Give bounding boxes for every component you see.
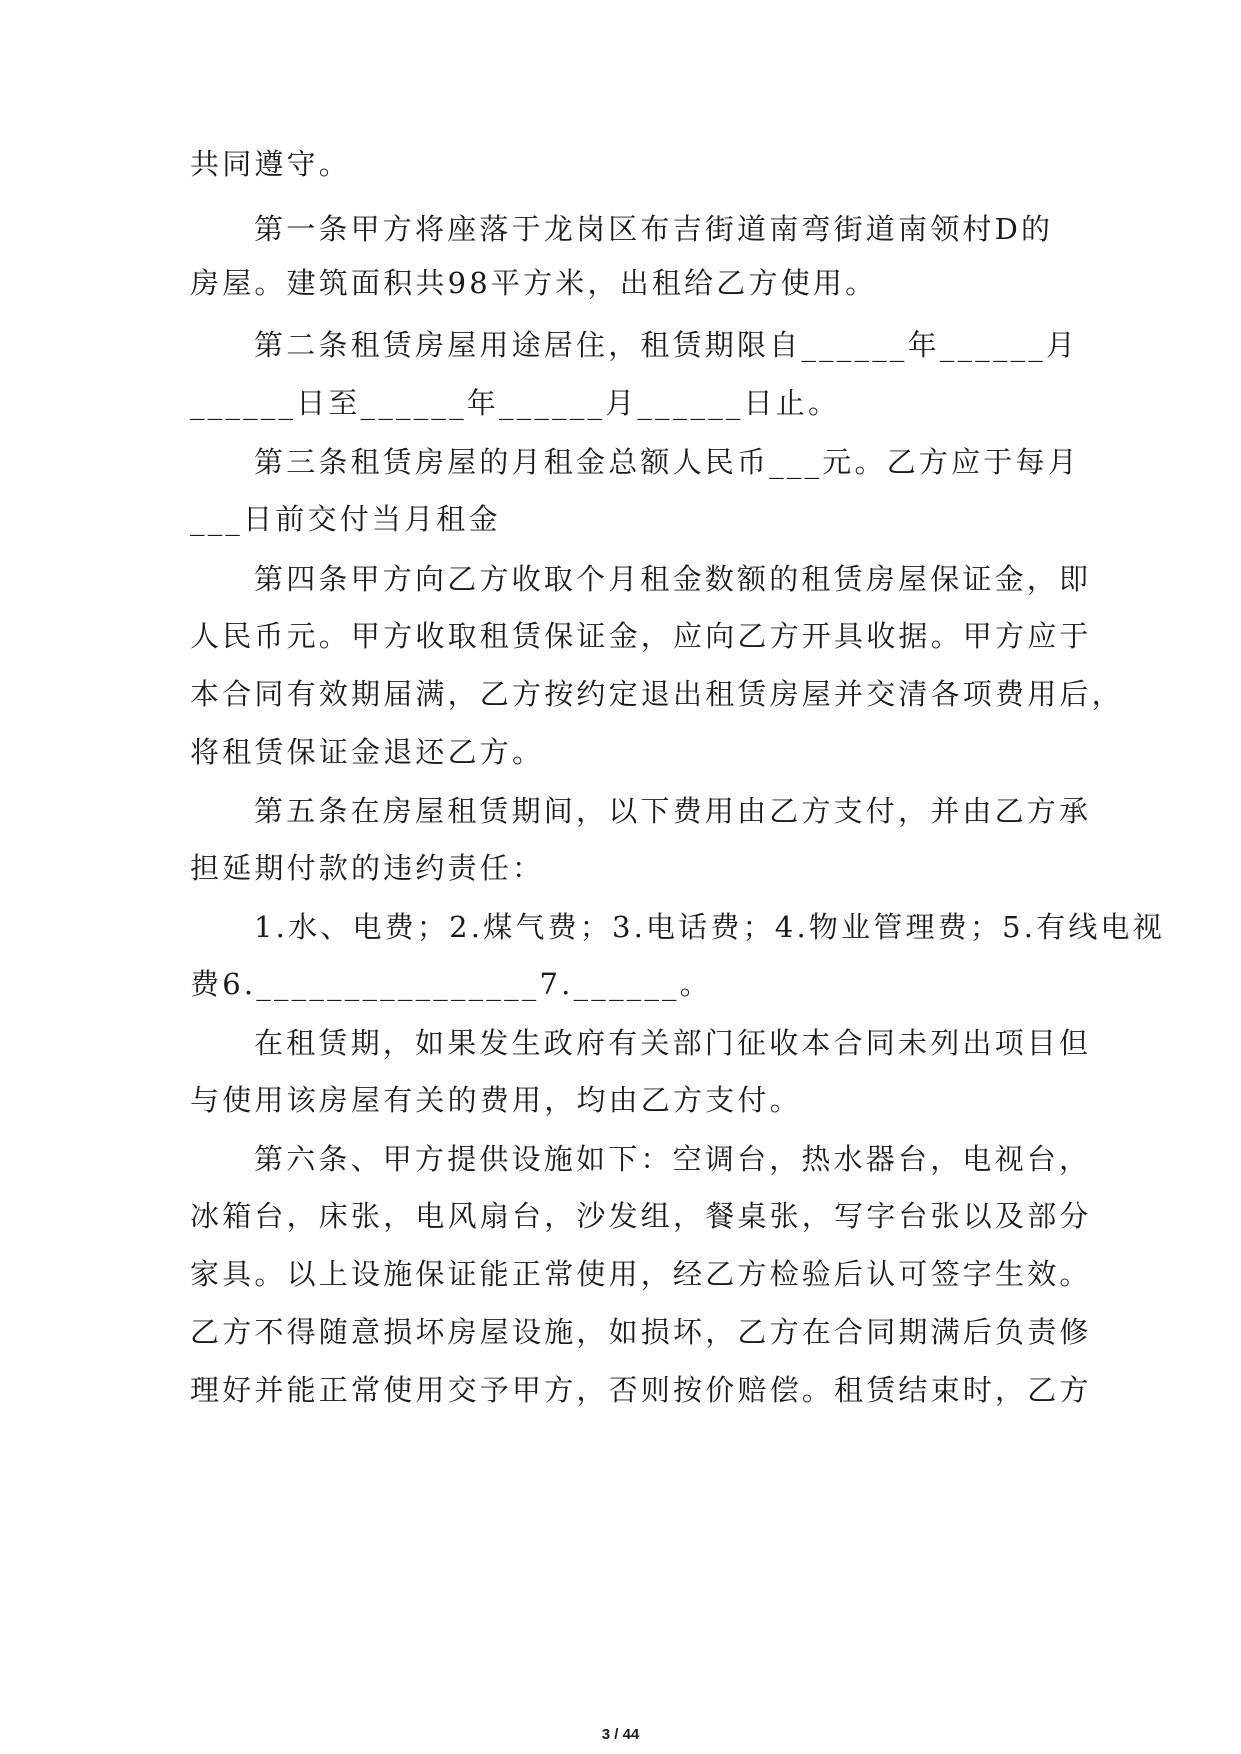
clause-6-line: 第六条、甲方提供设施如下：空调台，热水器台，电视台， <box>254 1142 1092 1176</box>
text-line: 将租赁保证金退还乙方。 <box>190 735 545 769</box>
clause-5-line: 第五条在房屋租赁期间，以下费用由乙方支付，并由乙方承 <box>254 794 1092 828</box>
text-line: 费6.________________7.______。 <box>190 967 712 1001</box>
text-line: ______日至______年______月______日止。 <box>190 386 841 420</box>
clause-1-line: 第一条甲方将座落于龙岗区布吉街道南弯街道南领村D的 <box>254 212 1054 246</box>
paragraph-line: 在租赁期，如果发生政府有关部门征收本合同未列出项目但 <box>254 1026 1092 1060</box>
text-line: 共同遵守。 <box>190 147 352 181</box>
fee-list-line: 1.水、电费；2.煤气费；3.电话费；4.物业管理费；5.有线电视 <box>254 910 1165 944</box>
text-line: 与使用该房屋有关的费用，均由乙方支付。 <box>190 1083 802 1117</box>
clause-3-line: 第三条租赁房屋的月租金总额人民币___元。乙方应于每月 <box>254 445 1080 479</box>
text-line: 乙方不得随意损坏房屋设施，如损坏，乙方在合同期满后负责修 <box>190 1315 1092 1349</box>
text-line: 家具。以上设施保证能正常使用，经乙方检验后认可签字生效。 <box>190 1257 1092 1291</box>
text-line: 理好并能正常使用交予甲方，否则按价赔偿。租赁结束时，乙方 <box>190 1373 1092 1407</box>
text-line: 人民币元。甲方收取租赁保证金，应向乙方开具收据。甲方应于 <box>190 619 1092 653</box>
text-line: 担延期付款的违约责任： <box>190 851 545 885</box>
text-line: 本合同有效期届满，乙方按约定退出租赁房屋并交清各项费用后， <box>190 677 1124 711</box>
text-line: 冰箱台，床张，电风扇台，沙发组，餐桌张，写字台张以及部分 <box>190 1199 1092 1233</box>
clause-4-line: 第四条甲方向乙方收取个月租金数额的租赁房屋保证金，即 <box>254 562 1092 596</box>
text-line: 房屋。建筑面积共98平方米，出租给乙方使用。 <box>190 266 878 300</box>
text-line: ___日前交付当月租金 <box>190 502 501 536</box>
page-number: 3 / 44 <box>601 1726 640 1743</box>
clause-2-line: 第二条租赁房屋用途居住，租赁期限自______年______月 <box>254 328 1079 362</box>
